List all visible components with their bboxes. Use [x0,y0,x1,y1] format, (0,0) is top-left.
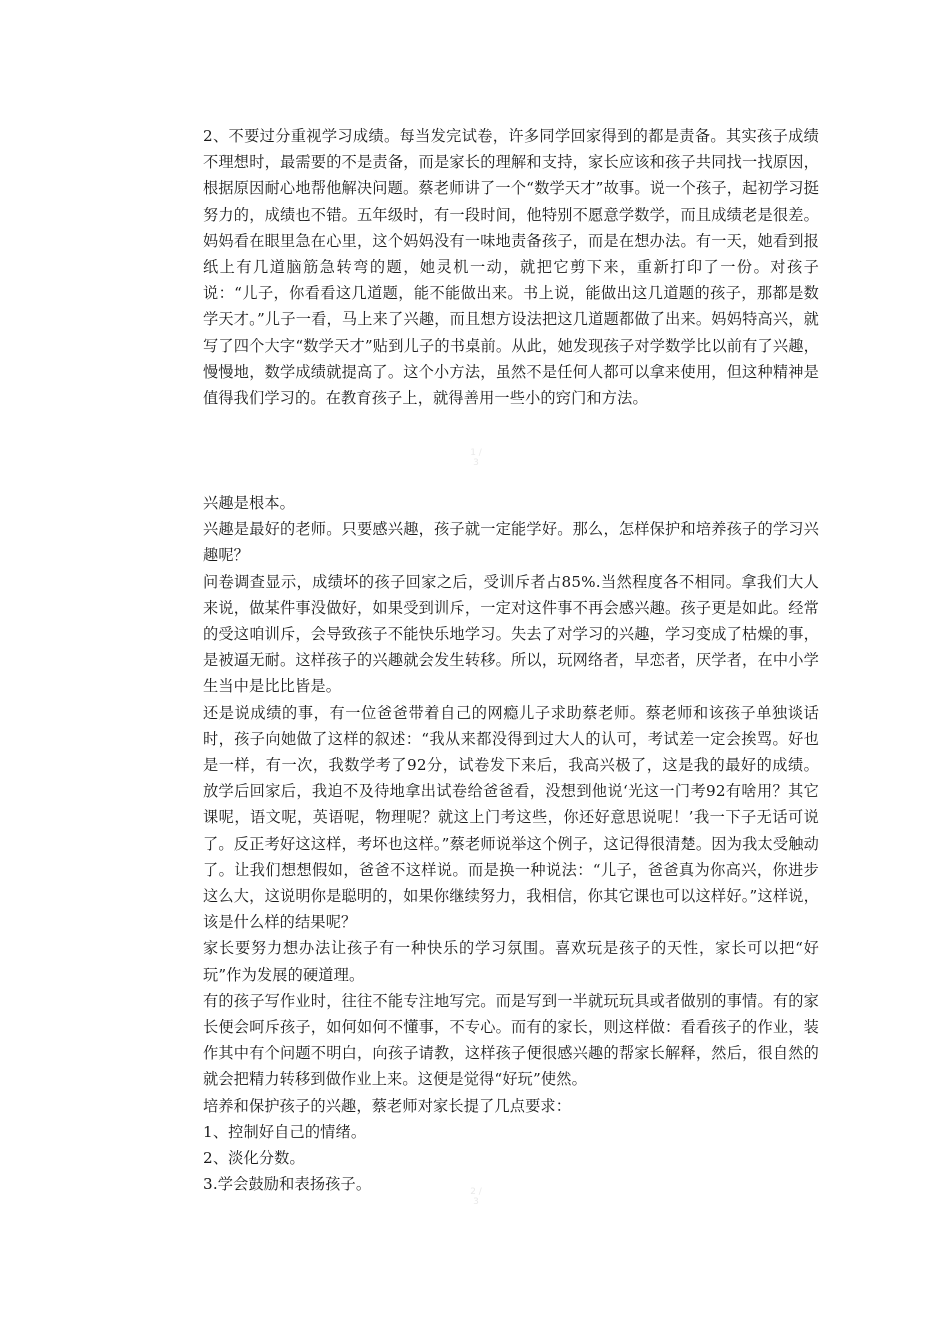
paragraph: 还是说成绩的事，有一位爸爸带着自己的网瘾儿子求助蔡老师。蔡老师和该孩子单独谈话时，孩子向她做了这样的叙述：“我从来都没得到过大人的认可，考试差一定会挨骂。好也是一样，有一次，我数学考了92分，试卷发下来后，我高兴极了，这是我的最好的成绩。放学后回家后，我迫不及待地拿出试卷给爸爸看，没想到他说‘光这一门考92有啥用？其它课呢，语文呢，英语呢，物理呢？就这上门考这些，你还好意思说呢！’我一下子无话可说了。反正考好这这样，考坏也这样。”蔡老师说举这个例子，这记得很清楚。因为我太受触动了。让我们想想假如，爸爸不这样说。而是换一种说法：“儿子，爸爸真为你高兴，你进步这么大，这说明你是聪明的，如果你继续努力，我相信，你其它课也可以这样好。”这样说，该是什么样的结果呢？ [203,703,819,932]
page-marker: 1 / 3 [470,448,482,468]
section-heading: 兴趣是根本。 [203,494,296,512]
list-item: 3.学会鼓励和表扬孩子。 [203,1175,372,1194]
text-section-1 [203,123,819,411]
list-item: 2、淡化分数。 [203,1149,305,1168]
paragraph: 培养和保护孩子的兴趣，蔡老师对家长提了几点要求： [203,1096,572,1115]
paragraph: 兴趣是最好的老师。只要感兴趣，孩子就一定能学好。那么，怎样保护和培养孩子的学习兴趣呢？ [203,520,819,565]
paragraph: 有的孩子写作业时，往往不能专注地写完。而是写到一半就玩玩具或者做别的事情。有的家长便会呵斥孩子，如何如何不懂事，不专心。而有的家长，则这样做：看看孩子的作业，装作其中有个问题不明白，向孩子请教，这样孩子便很感兴趣的帮家长解释，然后，很自然的就会把精力转移到做作业上来。这便是觉得“好玩”使然。 [203,991,819,1089]
list-item: 1、控制好自己的情绪。 [203,1122,367,1141]
paragraph: 家长要努力想办法让孩子有一种快乐的学习氛围。喜欢玩是孩子的天性，家长可以把“好玩”作为发展的硬道理。 [203,939,819,984]
paragraph: 问卷调查显示，成绩坏的孩子回家之后，受训斥者占85%.当然程度各不相同。拿我们大人来说，做某件事没做好，如果受到训斥，一定对这件事不再会感兴趣。孩子更是如此。经常的受这咱训斥，会导致孩子不能快乐地学习。失去了对学习的兴趣，学习变成了枯燥的事，是被逼无耐。这样孩子的兴趣就会发生转移。所以，玩网络者，早恋者，厌学者，在中小学生当中是比比皆是。 [203,572,819,696]
page-marker: 2 / 3 [470,1187,482,1207]
paragraph: 2、不要过分重视学习成绩。每当发完试卷，许多同学回家得到的都是责备。其实孩子成绩不理想时，最需要的不是责备，而是家长的理解和支持，家长应该和孩子共同找一找原因，根据原因耐心地帮他解决问题。蔡老师讲了一个“数学天才”故事。说一个孩子，起初学习挺努力的，成绩也不错。五年级时，有一段时间，他特别不愿意学数学，而且成绩老是很差。妈妈看在眼里急在心里，这个妈妈没有一味地责备孩子，而是在想办法。有一天，她看到报纸上有几道脑筋急转弯的题，她灵机一动，就把它剪下来，重新打印了一份。对孩子说：“儿子，你看看这几道题，能不能做出来。书上说，能做出这几道题的孩子，那都是数学天才。”儿子一看，马上来了兴趣，而且想方设法把这几道题都做了出来。妈妈特高兴，就写了四个大字“数学天才”贴到儿子的书桌前。从此，她发现孩子对学数学比以前有了兴趣，慢慢地，数学成绩就提高了。这个小方法，虽然不是任何人都可以拿来使用，但这种精神是值得我们学习的。在教育孩子上，就得善用一些小的窍门和方法。 [203,127,819,408]
text-section-2 [203,490,819,1197]
